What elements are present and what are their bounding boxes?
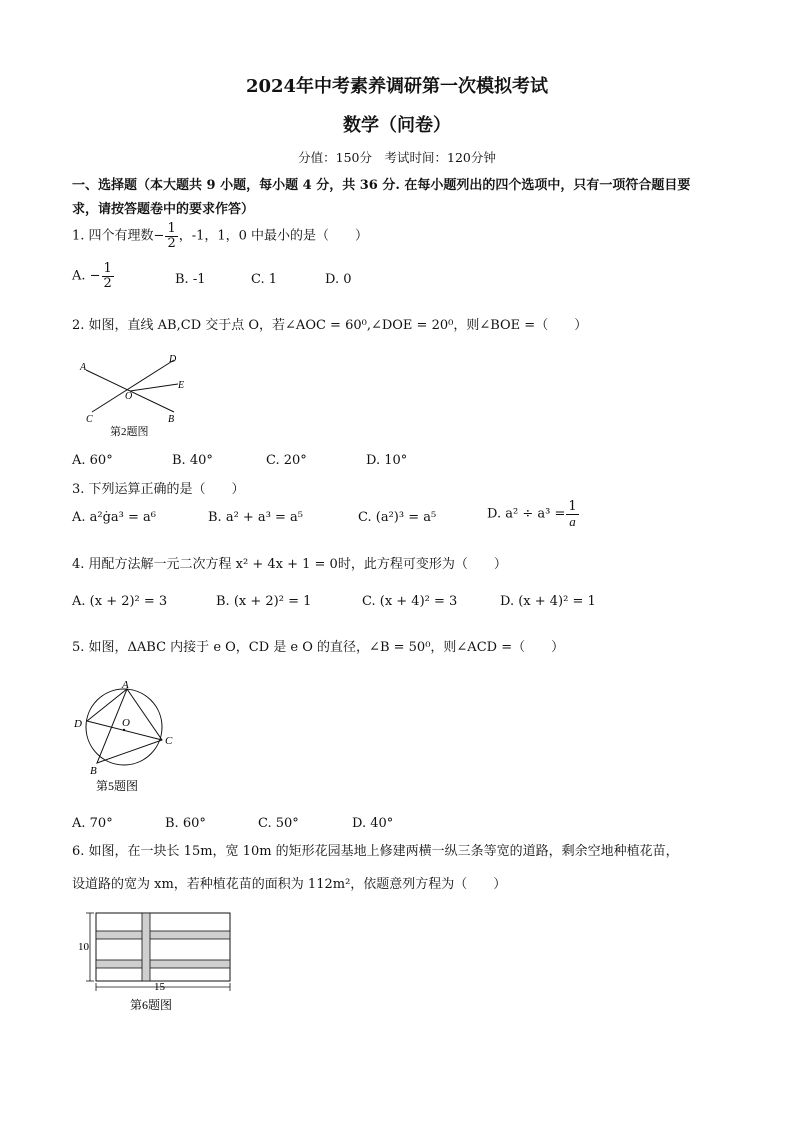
q3-option-d-num: 1: [568, 499, 577, 514]
section-heading-line1: 一、选择题（本大题共 9 小题，每小题 4 分，共 36 分. 在每小题列出的四个选项中，只有一项符合题目要: [72, 178, 691, 193]
q1-frac-num: 1: [167, 221, 176, 236]
q6-figure: [78, 908, 238, 1018]
question-4: 4. 用配方法解一元二次方程 x² + 4x + 1 = 0时，此方程可变形为（ ）: [72, 557, 507, 572]
question-3: 3. 下列运算正确的是（ ）: [72, 482, 245, 497]
label-e: E: [178, 380, 185, 391]
road-horizontal-2: [96, 960, 230, 968]
label-b: B: [168, 414, 175, 425]
q1-option-d: D. 0: [325, 272, 352, 287]
q1-option-a-den: 2: [103, 275, 112, 291]
q6-fig-caption: 第6题图: [130, 998, 173, 1012]
page-title: 2024年中考素养调研第一次模拟考试: [245, 76, 549, 97]
q2-fig-caption: 第2题图: [110, 426, 149, 438]
q4-option-d: D. (x + 4)² = 1: [500, 594, 596, 609]
exam-meta: 分值：150分 考试时间：120分钟: [298, 150, 496, 165]
garden-rect: [96, 913, 230, 981]
q5-fig-caption: 第5题图: [96, 779, 139, 793]
q1-frac-den: 2: [167, 235, 176, 251]
page-subtitle: 数学（问卷）: [343, 115, 451, 136]
q1-option-a-num: 1: [103, 261, 112, 276]
q2-option-c: C. 20°: [266, 453, 307, 468]
q3-option-b: B. a² + a³ = a⁵: [208, 510, 304, 525]
q1-suffix: ，-1，1，0 中最小的是（ ）: [178, 228, 369, 244]
label-a: A: [122, 679, 129, 691]
q2-option-a: A. 60°: [72, 453, 113, 468]
q2-figure: [72, 350, 202, 440]
q2-option-b: B. 40°: [172, 453, 213, 468]
q5-option-d: D. 40°: [352, 816, 394, 831]
q5-option-b: B. 60°: [165, 816, 206, 831]
q1-prefix: 1. 四个有理数−: [72, 228, 165, 244]
label-c: C: [86, 414, 93, 425]
q3-option-d-den: a: [569, 513, 576, 529]
label-o: O: [125, 391, 133, 402]
label-b: B: [90, 765, 97, 777]
question-2: 2. 如图，直线 AB,CD 交于点 O，若∠AOC = 60⁰,∠DOE = 20⁰，则∠BOE =（ ）: [72, 318, 588, 333]
q2-option-d: D. 10°: [366, 453, 408, 468]
q3-option-d-prefix: D. a² ÷ a³ =: [487, 506, 566, 522]
label-c: C: [165, 735, 173, 747]
q3-option-a: A. a²ġa³ = a⁶: [72, 510, 157, 525]
q1-fraction: [165, 222, 177, 250]
center-point: [123, 729, 125, 731]
section-heading-line2: 求，请按答题卷中的要求作答）: [72, 202, 255, 217]
q3-option-d: [487, 500, 580, 528]
ray-oe: [130, 384, 178, 391]
q3-option-c: C. (a²)³ = a⁵: [358, 510, 437, 525]
q4-option-b: B. (x + 2)² = 1: [216, 594, 312, 609]
q1-option-a: [72, 262, 115, 290]
q5-option-c: C. 50°: [258, 816, 299, 831]
q4-option-a: A. (x + 2)² = 3: [72, 594, 168, 609]
q4-option-c: C. (x + 4)² = 3: [362, 594, 458, 609]
label-d: D: [74, 718, 82, 730]
road-vertical: [142, 913, 150, 981]
question-6-line2: 设道路的宽为 xm，若种植花苗的面积为 112m²，依题意列方程为（ ）: [72, 877, 507, 892]
q1-option-a-label: A. −: [72, 268, 101, 284]
q1-option-b: B. -1: [175, 272, 206, 287]
label-a: A: [80, 362, 87, 373]
length-label: 15: [154, 981, 165, 993]
label-d: D: [169, 354, 177, 365]
question-1: [72, 222, 368, 250]
q5-option-a: A. 70°: [72, 816, 113, 831]
label-o: O: [122, 717, 130, 729]
q5-figure: [72, 678, 192, 798]
width-label: 10: [78, 941, 89, 953]
question-5: 5. 如图，ΔABC 内接于 e O，CD 是 e O 的直径，∠B = 50⁰，则∠ACD =（ ）: [72, 640, 565, 655]
question-6-line1: 6. 如图，在一块长 15m，宽 10m 的矩形花园基地上修建两横一纵三条等宽的道路，剩余空地种植花苗，: [72, 844, 679, 859]
road-horizontal-1: [96, 931, 230, 939]
q1-option-c: C. 1: [251, 272, 278, 287]
